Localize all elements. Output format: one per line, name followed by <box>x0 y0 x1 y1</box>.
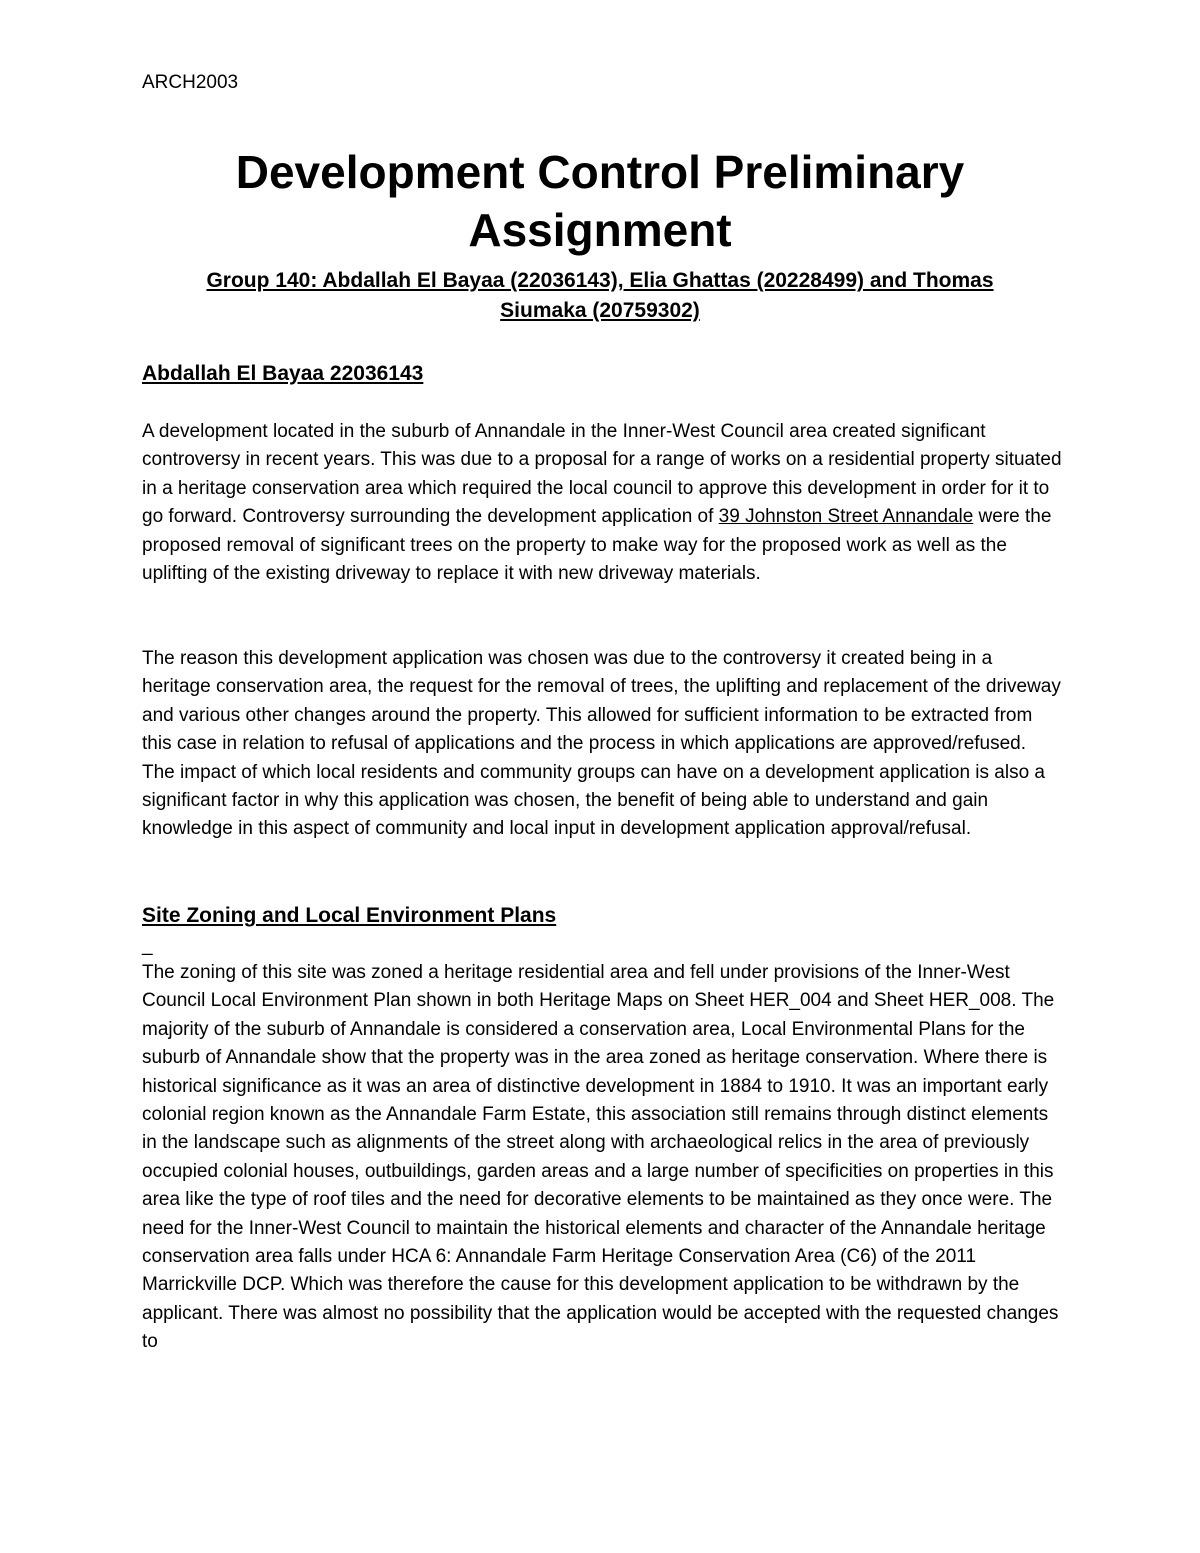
paragraph-reason-chosen <box>142 645 1062 844</box>
para2-text: The reason this development application was chosen was due to the controversy it created being in a heritage conservation area, the request for the removal of trees, the uplifting and replacement of the driveway and various other changes around the property. This allowed for sufficient information to be extracted from this case in relation to refusal of applications and the process in which applications are approved/refused. The impact of which local residents and community groups can have on a development application is also a significant factor in why this application was chosen, the benefit of being able to understand and gain knowledge in this aspect of community and local input in development application approval/refusal. <box>142 648 1061 840</box>
section-heading-site-zoning: Site Zoning and Local Environment Plans <box>142 904 557 927</box>
dash-mark: _ <box>142 935 153 956</box>
para1-text-after-link: were the proposed removal of significant trees on the property to make way for the proposed work as well as the uplifting of the existing driveway to replace it with new driveway materials. <box>142 506 1052 585</box>
address-link[interactable]: 39 Johnston Street Annandale <box>718 506 974 528</box>
group-line-1: Group 140: Abdallah El Bayaa (22036143), Elia Ghattas (20228499) and Thomas <box>206 269 994 292</box>
paragraph-site-zoning <box>142 959 1062 1357</box>
course-code: ARCH2003 <box>142 72 239 93</box>
section-heading-abdallah: Abdallah El Bayaa 22036143 <box>142 362 424 385</box>
group-members <box>142 266 1058 326</box>
group-line-2: Siumaka (20759302) <box>500 299 700 322</box>
document-title <box>142 143 1058 259</box>
zoning-text: The zoning of this site was zoned a heritage residential area and fell under provisions of the Inner-West Council Local Environment Plan shown in both Heritage Maps on Sheet HER_004 and Sheet HER_008. The majority of the suburb of Annandale is considered a conservation area, Local Environmental Plans for the suburb of Annandale show that the property was in the area zoned as heritage conservation. Where there is historical significance as it was an area of distinctive development in 1884 to 1910. It was an important early colonial region known as the Annandale Farm Estate, this association still remains through distinct elements in the landscape such as alignments of the street along with archaeological relics in the area of previously occupied colonial houses, outbuildings, garden areas and a large number of specificities on properties in this area like the type of roof tiles and the need for decorative elements to be maintained as they once were. The need for the Inner-West Council to maintain the historical elements and character of the Annandale heritage conservation area falls under HCA 6: Annandale Farm Heritage Conservation Area (C6) of the 2011 Marrickville DCP. Which was therefore the cause for this development application to be withdrawn by the applicant. There was almost no possibility that the application would be accepted with the requested changes to <box>142 962 1059 1353</box>
title-line-1: Development Control Preliminary <box>235 146 965 198</box>
title-line-2: Assignment <box>468 204 732 256</box>
paragraph-development-overview <box>142 418 1062 588</box>
para1-text-before-link: A development located in the suburb of Annandale in the Inner-West Council area created significant controversy in recent years. This was due to a proposal for a range of works on a residential property situated in a heritage conservation area which required the local council to approve this development in order for it to go forward. Controversy surrounding the development application of <box>142 421 1062 528</box>
